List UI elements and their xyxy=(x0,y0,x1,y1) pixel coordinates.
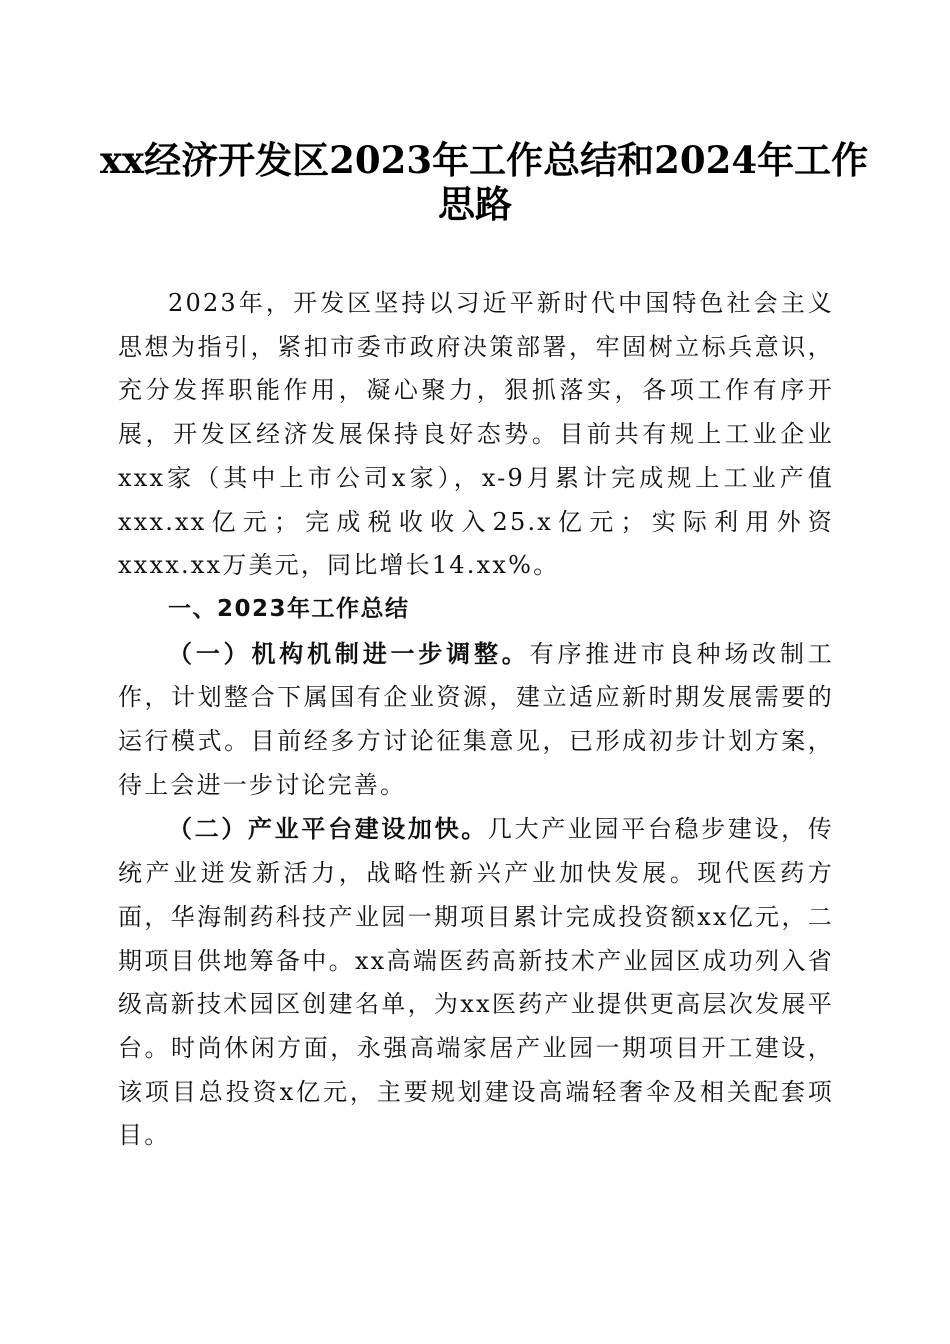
item-1-paragraph xyxy=(118,632,834,808)
section-heading: 一、2023年工作总结 xyxy=(168,595,410,622)
item-2-paragraph xyxy=(118,807,834,1158)
item-2-text: 几大产业园平台稳步建设，传统产业迸发新活力，战略性新兴产业加快发展。现代医药方面，华海制药科技产业园一期项目累计完成投资额xx亿元，二期项目供地筹备中。xx高端医药高新技术产业园区成功列入省级高新技术园区创建名单，为xx医药产业提供更高层次发展平台。时尚休闲方面，永强高端家居产业园一期项目开工建设，该项目总投资x亿元，主要规划建设高端轻奢伞及相关配套项目。 xyxy=(118,815,834,1150)
item-2-title: （二）产业平台建设加快。 xyxy=(168,814,488,844)
item-1-title: （一）机构机制进一步调整。 xyxy=(168,638,530,668)
title-line-1: xx经济开发区2023年工作总结和2024年工作 xyxy=(100,138,869,182)
title-line-2: 思路 xyxy=(438,182,512,226)
document-body xyxy=(118,282,834,1158)
intro-paragraph: 2023年，开发区坚持以习近平新时代中国特色社会主义思想为指引，紧扣市委市政府决策部署，牢固树立标兵意识，充分发挥职能作用，凝心聚力，狠抓落实，各项工作有序开展，开发区经济发展保持良好态势。目前共有规上工业企业xxx家（其中上市公司x家），x-9月累计完成规上工业产值xxx.xx亿元；完成税收收入25.x亿元；实际利用外资xxxx.xx万美元，同比增长14.xx%。 xyxy=(118,289,834,580)
item-1-text: 有序推进市良种场改制工作，计划整合下属国有企业资源，建立适应新时期发展需要的运行模式。目前经多方讨论征集意见，已形成初步计划方案，待上会进一步讨论完善。 xyxy=(118,639,834,799)
document-title xyxy=(100,138,869,226)
